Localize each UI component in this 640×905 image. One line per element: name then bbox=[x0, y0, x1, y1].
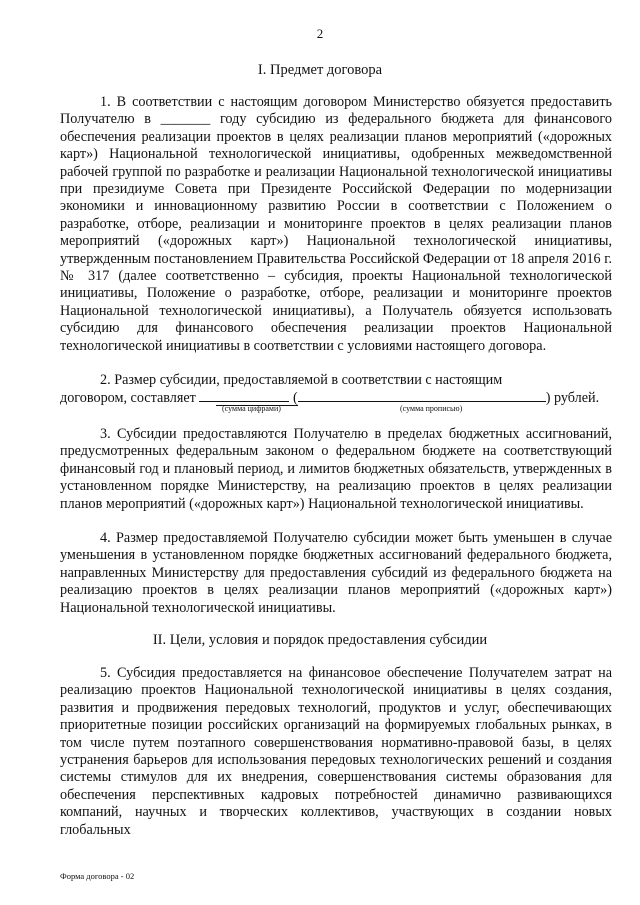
paragraph-4: 4. Размер предоставляемой Получателю субсидии может быть уменьшен в случае уменьшения в установленном порядке бюджетных ассигнований федерального бюджета, направленных Министерству для предоставления субсидий из федерального бюджета на реализацию проектов в целях реализации планов мероприятий («дорожных карт») Национальной технологической инициативы. bbox=[60, 530, 612, 616]
subsidy-amount-line bbox=[60, 389, 612, 407]
caption-words: (сумма прописью) bbox=[400, 404, 463, 413]
amount-open-paren: ( bbox=[292, 390, 298, 406]
paragraph-5: 5. Субсидия предоставляется на финансовое обеспечение Получателем затрат на реализацию проектов Национальной технологической инициативы в целях создания, развития и продвижения передовых технологий, продуктов и услуг, обеспечивающих приоритетные позиции российских организаций на формируемых глобальных рынках, в том числе путем поэтапного совершенствования нормативно-правовой базы, в целях устранения барьеров для использования передовых технологических решений и создания системы стимулов для их внедрения, совершенствования системы образования для обеспечения перспективных кадровых потребностей динамично развивающихся компаний, научных и творческих коллективов, участвующих в создании новых глобальных bbox=[60, 665, 612, 838]
amount-words-blank bbox=[298, 389, 546, 402]
amount-digits-blank bbox=[199, 389, 289, 402]
page-number: 2 bbox=[316, 26, 324, 41]
amount-suffix: ) рублей. bbox=[545, 390, 600, 406]
section-2-title: II. Цели, условия и порядок предоставления субсидии bbox=[152, 632, 488, 648]
paragraph-1: 1. В соответствии с настоящим договором Министерство обязуется предоставить Получателю в _______ году субсидию из федерального бюджета для финансового обеспечения реализации проектов в целях реализации планов мероприятий («дорожных карт») Национальной технологической инициативы, одобренных межведомственной рабочей группой по разработке и реализации Национальной технологической инициативы при президиуме Совета при Президенте Российской Федерации по модернизации экономики и инновационному развитию России в соответствии с Положением о разработке, отборе, реализации и мониторинге проектов в целях реализации планов мероприятий («дорожных карт») Национальной технологической инициативы, утвержденным постановлением Правительства Российской Федерации от 18 апреля 2016 г. № 317 (далее соответственно – субсидия, проекты Национальной технологической инициативы, Положение о разработке, отборе, реализации и мониторинге проектов Национальной технологической инициативы), а Получатель обязуется использовать субсидию для финансового обеспечения реализации проектов Национальной технологической инициативы в соответствии с условиями настоящего договора. bbox=[60, 94, 612, 354]
caption-digits: (сумма цифрами) bbox=[222, 404, 281, 413]
form-footer: Форма договора - 02 bbox=[60, 871, 135, 881]
section-1-title: I. Предмет договора bbox=[257, 62, 383, 78]
paragraph-3: 3. Субсидии предоставляются Получателю в пределах бюджетных ассигнований, предусмотренных федеральным законом о федеральном бюджете на соответствующий финансовый год и плановый период, и лимитов бюджетных обязательств, утвержденных в установленном порядке Министерству, на реализацию проектов в целях реализации планов мероприятий («дорожных карт») Национальной технологической инициативы. bbox=[60, 426, 612, 512]
paragraph-2-line-1: 2. Размер субсидии, предоставляемой в соответствии с настоящим bbox=[100, 372, 503, 388]
amount-prefix: договором, составляет bbox=[60, 390, 196, 406]
